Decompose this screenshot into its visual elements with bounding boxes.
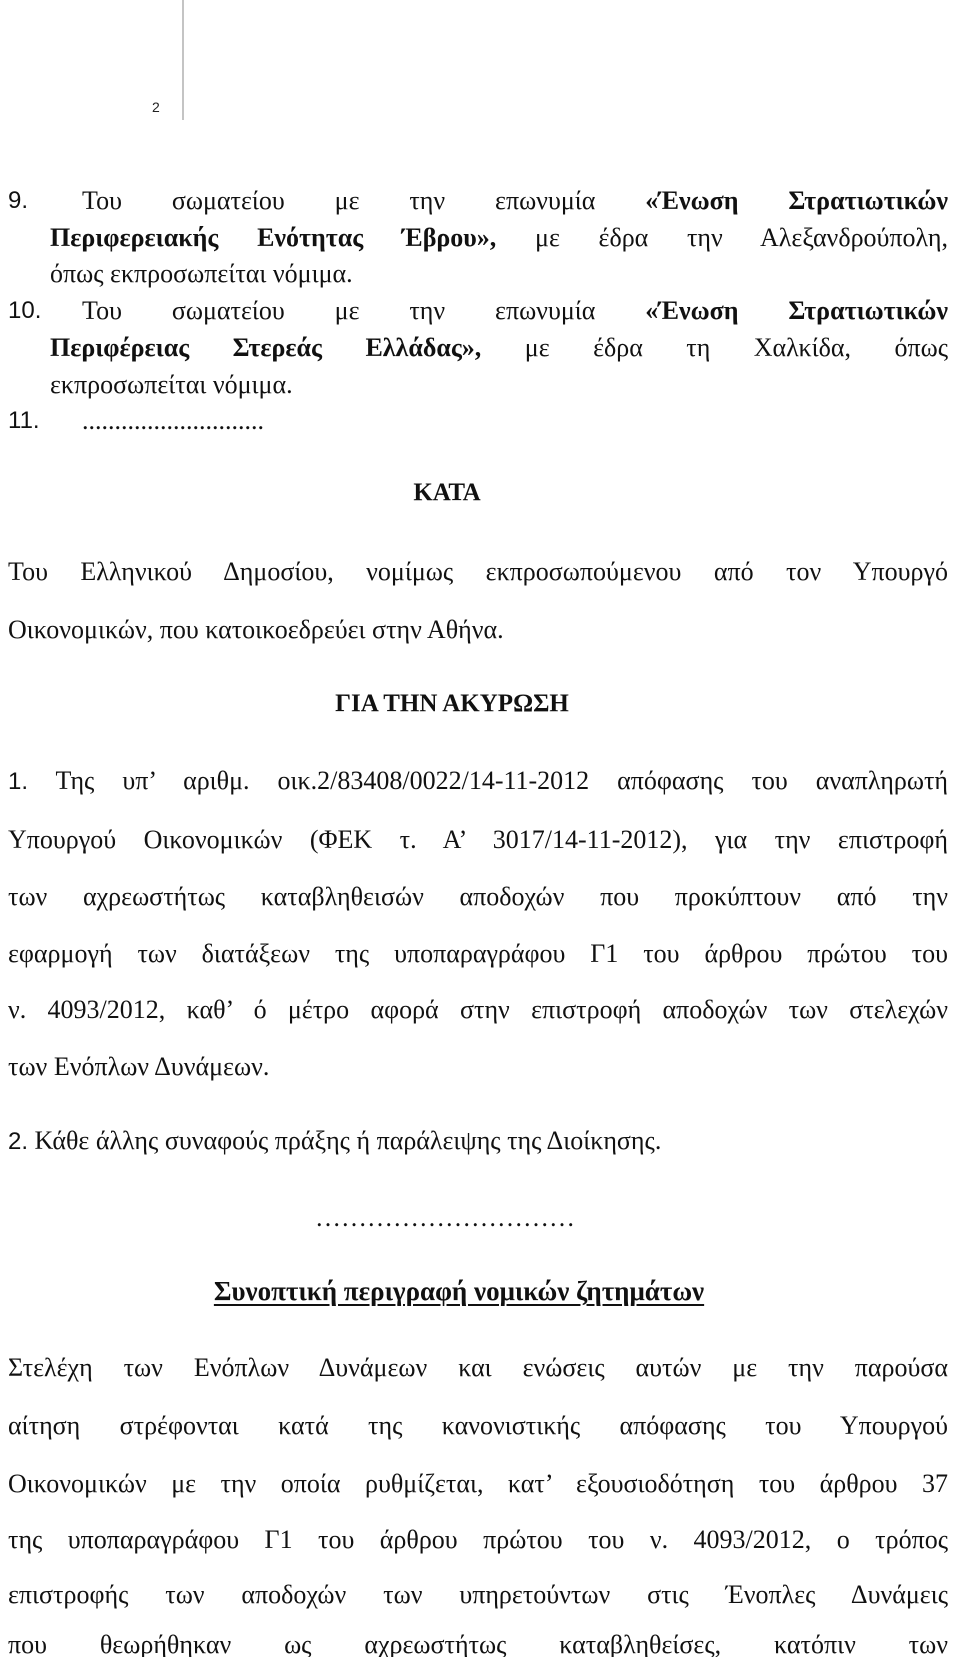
act-line [8,766,948,796]
party-line [50,259,948,289]
party-line-text: Του σωματείου με την επωνυμία [82,296,596,325]
party-line [50,223,948,253]
party-line-text: με έδρα τη Χαλκίδα, όπως [524,333,948,362]
act-line: εφαρμογή των διατάξεων της υποπαραγράφου Γ1 του άρθρου πρώτου του [8,939,948,968]
party-line [50,370,948,400]
summary-line: επιστροφής των αποδοχών των υπηρετούντων στις Ένοπλες Δυνάμεις [8,1580,948,1609]
party-line [82,406,948,436]
party-name-bold: Περιφερειακής Ενότητας Έβρου», [50,223,497,252]
summary-line: Στελέχη των Ενόπλων Δυνάμεων και ενώσεις αυτών με την παρούσα [8,1353,948,1382]
summary-heading: Συνοπτική περιγραφή νομικών ζητημάτων [213,1276,705,1306]
party-name-bold: Περιφέρειας Στερεάς Ελλάδας», [50,333,482,362]
act-number: 1. [8,768,29,795]
party-line [82,186,948,216]
party-number: 9. [8,187,29,214]
party-number: 11. [8,407,40,434]
section-separator: ………………………… [315,1203,575,1232]
act-line: των Ενόπλων Δυνάμεων. [8,1052,270,1081]
party-name-bold: «Ένωση Στρατιωτικών [645,186,948,215]
annulment-heading: ΓΙΑ ΤΗΝ ΑΚΥΡΩΣΗ [335,690,569,717]
party-name-bold: «Ένωση Στρατιωτικών [645,296,948,325]
respondent-line: Οικονομικών, που κατοικοεδρεύει στην Αθήνα. [8,615,504,644]
page-number: 2 [152,99,160,115]
respondent-heading: ΚΑΤΑ [413,479,481,506]
summary-line: Οικονομικών με την οποία ρυθμίζεται, κατ’ εξουσιοδότηση του άρθρου 37 [8,1469,948,1498]
party-line [82,296,948,326]
act-line: των αχρεωστήτως καταβληθεισών αποδοχών που προκύπτουν από την [8,882,948,911]
respondent-line: Του Ελληνικού Δημοσίου, νομίμως εκπροσωπούμενου από τον Υπουργό [8,557,948,586]
party-line-text: εκπροσωπείται νόμιμα. [50,370,293,399]
party-line-text: Του σωματείου με την επωνυμία [82,186,596,215]
summary-line: που θεωρήθηκαν ως αχρεωστήτως καταβληθείσες, κατόπιν των [8,1630,948,1657]
party-number: 10. [8,297,42,324]
party-line-text: όπως εκπροσωπείται νόμιμα. [50,259,353,288]
party-placeholder-dots: ............................ [82,406,264,435]
act-line: Υπουργού Οικονομικών (ΦΕΚ τ. Α’ 3017/14-11-2012), για την επιστροφή [8,825,948,854]
summary-line: αίτηση στρέφονται κατά της κανονιστικής απόφασης του Υπουργού [8,1411,948,1440]
act-number: 2. [8,1128,29,1155]
header-margin-rule [182,0,184,120]
summary-line: της υποπαραγράφου Γ1 του άρθρου πρώτου του ν. 4093/2012, ο τρόπος [8,1525,948,1554]
act-text: Της υπ’ αριθμ. οικ.2/83408/0022/14-11-2012 απόφασης του αναπληρωτή [55,766,948,795]
act-line [8,1126,948,1156]
party-line [50,333,948,363]
act-text: Κάθε άλλης συναφούς πράξης ή παράλειψης της Διοίκησης. [34,1126,662,1155]
party-line-text: με έδρα την Αλεξανδρούπολη, [535,223,948,252]
act-line: ν. 4093/2012, καθ’ ό μέτρο αφορά στην επιστροφή αποδοχών των στελεχών [8,995,948,1024]
